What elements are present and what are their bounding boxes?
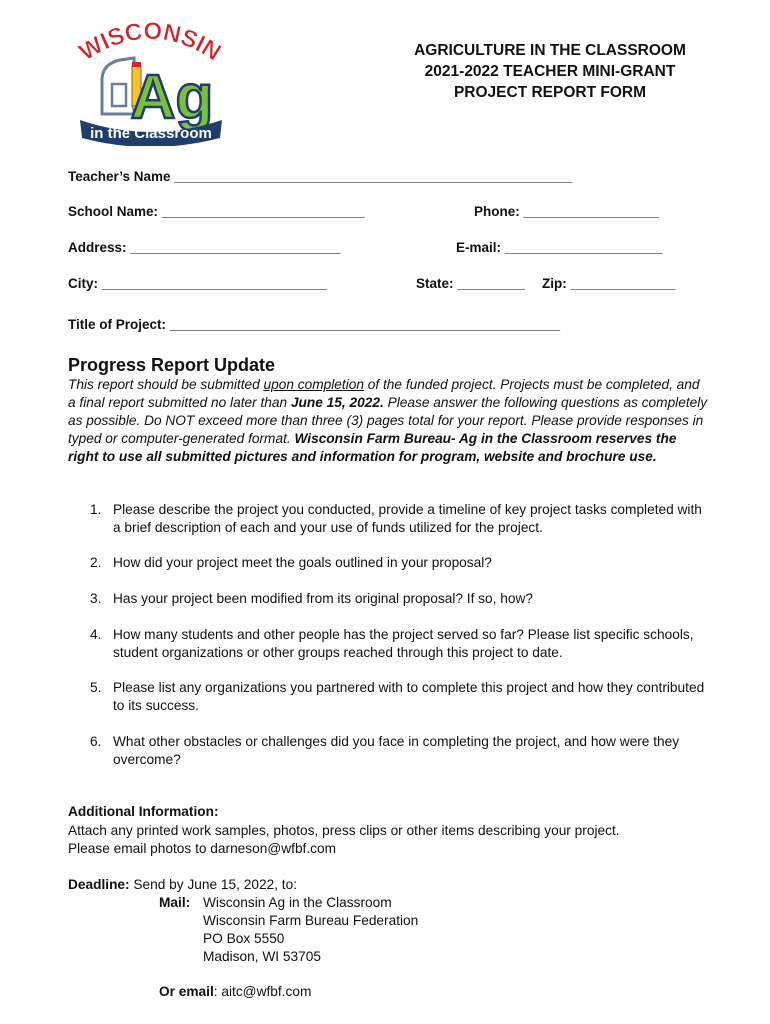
intro-text-a: This report should be submitted [68,377,264,392]
intro-rights-notice: Wisconsin Farm Bureau- Ag in the Classroom reserves the right to use all submitted pictures and information for program, website and brochure use. [68,431,677,464]
logo-graphic [72,22,227,146]
additional-info-line-2: Please email photos to darneson@wfbf.com [68,841,337,856]
intro-underlined: upon completion [263,377,364,392]
section-heading: Progress Report Update [68,355,276,375]
question-number: 4. [90,627,102,642]
school-name-field[interactable]: School Name: ___________________________ [68,204,365,219]
email-value: : aitc@wfbf.com [213,984,312,999]
question-item [90,590,710,608]
title-line-2: 2021-2022 TEACHER MINI-GRANT [424,63,676,80]
deadline-line [68,876,297,894]
logo-text-bottom: in the Classroom [90,125,212,142]
email-field[interactable]: E-mail: _____________________ [456,240,663,255]
email-label: Or email [159,984,214,999]
question-number: 6. [90,734,102,749]
mail-label-text: Mail: [159,895,191,910]
question-text: What other obstacles or challenges did you face in completing the project, and how were they overcome? [113,734,680,767]
city-field[interactable]: City: ______________________________ [68,276,327,291]
zip-field[interactable]: Zip: ______________ [542,276,676,291]
question-item [90,626,710,662]
svg-text:WISCONSIN [75,22,226,66]
intro-text-b: of the funded project. Projects must be completed, and a final report submitted no later than [68,377,700,410]
logo-text-top: WISCONSIN [74,22,226,67]
intro-deadline-date: June 15, 2022. [290,395,384,410]
mail-label [159,894,190,912]
question-item [90,679,710,715]
mail-address-line-2: Wisconsin Farm Bureau Federation [203,913,419,928]
intro-paragraph [68,376,708,466]
additional-info-body [68,822,718,858]
question-number: 1. [90,502,102,517]
additional-info-line-1: Attach any printed work samples, photos, press clips or other items describing your project. [68,823,620,838]
project-title-field[interactable]: Title of Project: ____________________________________________________ [68,317,561,332]
question-item [90,733,710,769]
mail-address-line-1: Wisconsin Ag in the Classroom [203,895,392,910]
deadline-text: Send by June 15, 2022, to: [129,877,298,892]
additional-info-heading: Additional Information: [68,804,219,819]
state-field[interactable]: State: _________ [416,276,525,291]
question-text: Please list any organizations you partnered with to complete this project and how they contributed to its success. [113,680,705,713]
question-number: 5. [90,680,102,695]
email-line [159,983,311,1001]
form-title [385,40,715,103]
question-item [90,554,710,572]
phone-field[interactable]: Phone: __________________ [474,204,659,219]
deadline-label: Deadline: [68,877,130,892]
question-number: 3. [90,591,102,606]
question-text: Has your project been modified from its original proposal? If so, how? [113,591,533,606]
wisconsin-ag-logo [72,22,227,146]
title-line-3: PROJECT REPORT FORM [453,84,647,101]
question-text: Please describe the project you conducted, provide a timeline of key project tasks completed with a brief description of each and your use of funds utilized for the project. [113,502,702,535]
mail-address [203,894,418,966]
question-text: How many students and other people has the project served so far? Please list specific schools, student organizations or other groups reached through this project to date. [113,627,694,660]
mail-address-line-4: Madison, WI 53705 [203,949,321,964]
mail-address-line-3: PO Box 5550 [203,931,285,946]
question-item [90,501,710,537]
title-line-1: AGRICULTURE IN THE CLASSROOM [414,42,686,59]
logo-text-ag: Ag [130,63,214,132]
teacher-name-field[interactable]: Teacher’s Name _____________________________________________________ [68,169,573,184]
question-number: 2. [90,555,102,570]
intro-text-c: Please answer the following questions as completely as possible. Do NOT exceed more than three (3) pages total for your report. Please provide responses in typed or computer-generated format. [68,395,708,446]
question-text: How did your project meet the goals outlined in your proposal? [113,555,492,570]
address-field[interactable]: Address: ____________________________ [68,240,341,255]
